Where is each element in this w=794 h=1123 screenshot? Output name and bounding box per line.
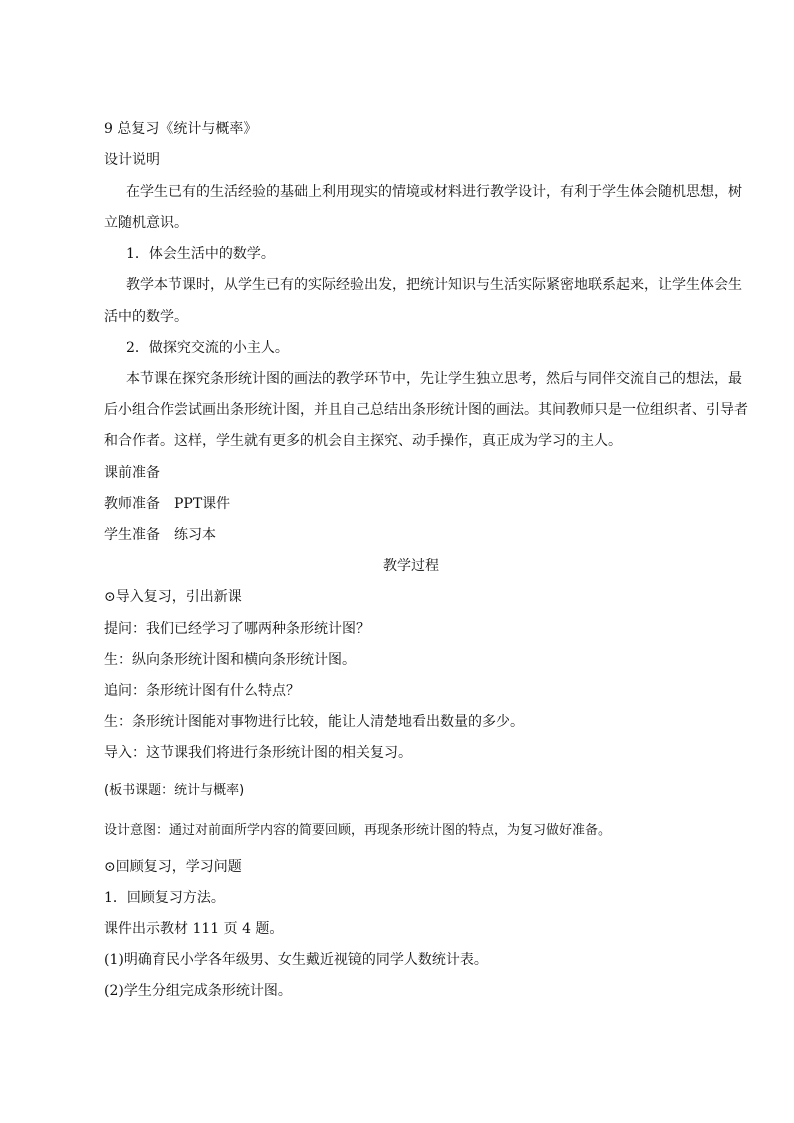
review-paragraph-2: (1)明确育民小学各年级男、女生戴近视镜的同学人数统计表。 [104, 952, 488, 968]
prep-heading: 课前准备 [104, 465, 160, 481]
design-paragraph-line-1: 在学生已有的生活经验的基础上利用现实的情境或材料进行教学设计，有利于学生体会随机思想，树 [126, 184, 742, 200]
review-paragraph-1: 课件出示教材 111 页 4 题。 [104, 921, 284, 937]
document-title: 9 总复习《统计与概率》 [104, 121, 258, 137]
design-intent: 设计意图：通过对前面所学内容的简要回顾，再现条形统计图的特点，为复习做好准备。 [104, 823, 612, 838]
review-paragraph-3: (2)学生分组完成条形统计图。 [104, 983, 292, 999]
point-2-paragraph-line-3: 和合作者。这样，学生就有更多的机会自主探究、动手操作，真正成为学习的主人。 [104, 433, 622, 449]
point-1-paragraph-line-1: 教学本节课时，从学生已有的实际经验出发，把统计知识与生活实际紧密地联系起来，让学生体会生 [126, 277, 742, 293]
intro: 导入：这节课我们将进行条形统计图的相关复习。 [104, 745, 412, 761]
point-2-paragraph-line-1: 本节课在探究条形统计图的画法的教学环节中，先让学生独立思考，然后与同伴交流自己的想法，最 [126, 371, 742, 387]
section-1-heading: ⊙导入复习，引出新课 [104, 589, 242, 605]
design-heading: 设计说明 [104, 152, 160, 168]
point-1-heading: 1．体会生活中的数学。 [126, 246, 275, 262]
board-title: (板书课题：统计与概率) [104, 783, 245, 798]
review-method: 1．回顾复习方法。 [104, 890, 225, 906]
teacher-prep: 教师准备 PPT课件 [104, 496, 231, 512]
point-1-paragraph-line-2: 活中的数学。 [104, 309, 188, 325]
design-paragraph-line-2: 立随机意识。 [104, 215, 188, 231]
answer-1: 生：纵向条形统计图和横向条形统计图。 [104, 652, 356, 668]
section-2-heading: ⊙回顾复习，学习问题 [104, 859, 242, 875]
process-heading: 教学过程 [383, 558, 439, 574]
point-2-heading: 2．做探究交流的小主人。 [126, 340, 289, 356]
question-1: 提问：我们已经学习了哪两种条形统计图？ [104, 621, 370, 637]
question-2: 追问：条形统计图有什么特点？ [104, 683, 300, 699]
answer-2: 生：条形统计图能对事物进行比较，能让人清楚地看出数量的多少。 [104, 714, 524, 730]
student-prep: 学生准备 练习本 [104, 527, 216, 543]
point-2-paragraph-line-2: 后小组合作尝试画出条形统计图，并且自己总结出条形统计图的画法。其间教师只是一位组织者、引导者 [104, 402, 748, 418]
